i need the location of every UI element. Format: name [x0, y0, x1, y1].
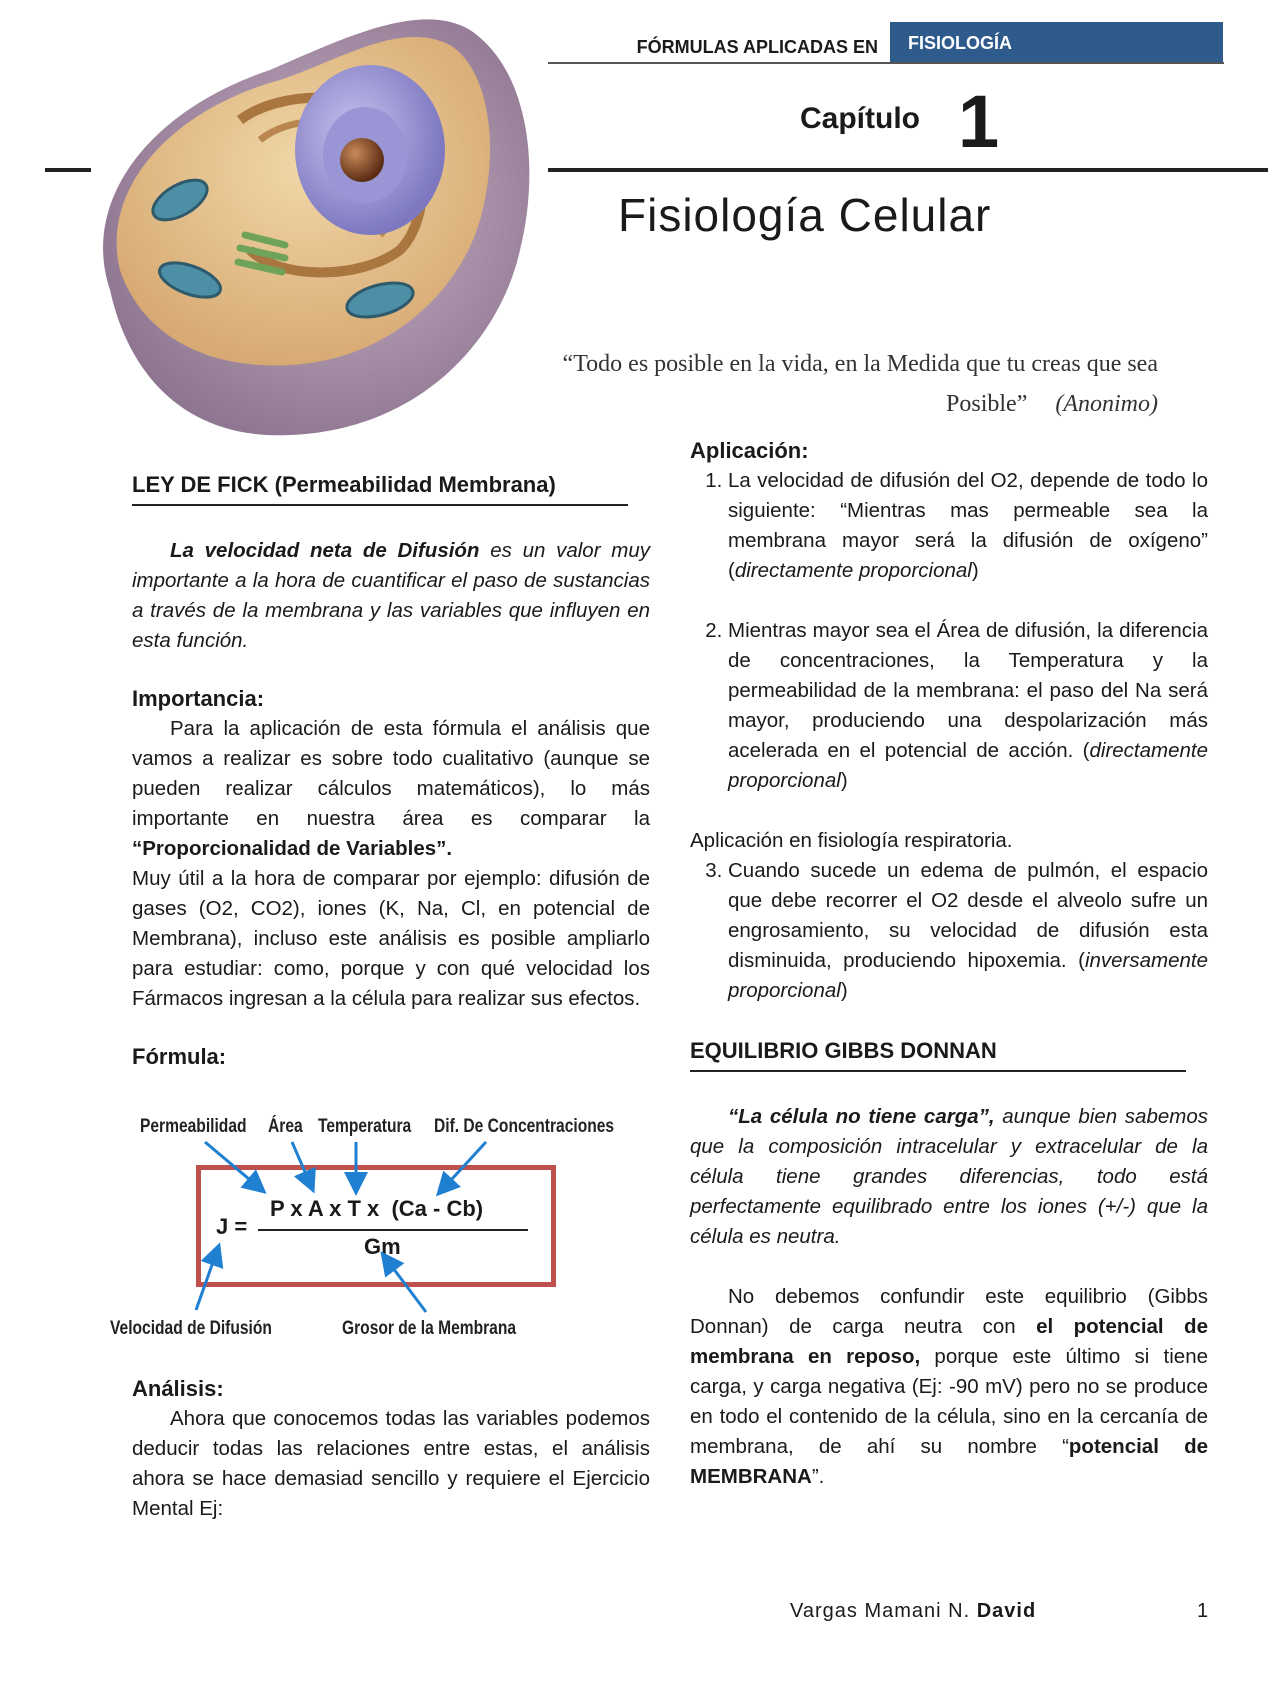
page-number: 1 — [1197, 1600, 1209, 1622]
importancia-paragraph-2: Muy útil a la hora de comparar por ejemplo: difusión de gases (O2, CO2), iones (K, Na, Cl, en potencial de Membrana), incluso este análisis es posible ampliarlo para estudiar: como, porque y con qué velocidad los Fármacos ingresan a la célula para realizar sus efectos. — [132, 867, 650, 1010]
respiratoria-title: Aplicación en fisiología respiratoria. — [690, 829, 1013, 852]
gibbs-rest: aunque bien sabemos que la composición intracelular y extracelular de la célula tiene grandes diferencias, todo está perfectamente equilibrado entre los iones (+/-) que la célula es neutra. — [690, 1105, 1208, 1248]
footer-author-name: Vargas Mamani N. — [790, 1600, 971, 1622]
importancia-text: Para la aplicación de esta fórmula el análisis que vamos a realizar es sobre todo cualitativo (aunque se pueden realizar cálculos matemáticos), lo más importante en nuestra área es comparar la — [132, 717, 650, 830]
list-item — [728, 856, 1208, 1006]
gibbs-p2-b: porque este último si tiene carga, y carga negativa (Ej: -90 mV) pero no se produce en todo el contenido de la célula, sino en la cercanía de membrana, de ahí su nombre “ — [690, 1345, 1208, 1458]
analisis-title: Análisis: — [132, 1376, 224, 1401]
importancia-title: Importancia: — [132, 686, 265, 711]
header-subject-label: FÓRMULAS APLICADAS EN — [636, 37, 878, 57]
item2-text: Mientras mayor sea el Área de difusión, la diferencia de concentraciones, la Temperatura y la permeabilidad de la membrana: el paso del Na será mayor, produciendo una despolarización más acelerada en el potencial de acción. ( — [728, 619, 1208, 762]
analisis-paragraph: Ahora que conocemos todas las variables podemos deducir todas las relaciones entre estas, el análisis ahora se hace demasiad sencillo y requiere el Ejercicio Mental Ej: — [132, 1407, 650, 1520]
gibbs-paragraph-2 — [690, 1282, 1208, 1492]
aplicacion-list — [690, 466, 1208, 796]
formula-lhs: J = — [216, 1214, 248, 1239]
arrow-grosor — [384, 1256, 426, 1312]
label-grosor: Grosor de la Membrana — [342, 1318, 517, 1339]
chapter-label: Capítulo — [800, 102, 920, 135]
importancia-bold: “Proporcionalidad de Variables”. — [132, 837, 453, 860]
label-velocidad: Velocidad de Difusión — [110, 1318, 272, 1339]
respiratoria-list — [690, 856, 1208, 1006]
gibbs-title: EQUILIBRIO GIBBS DONNAN — [690, 1036, 1186, 1072]
list-item — [728, 616, 1208, 796]
aplicacion-title: Aplicación: — [690, 438, 809, 463]
label-permeabilidad: Permeabilidad — [140, 1116, 247, 1137]
item1-text: La velocidad de difusión del O2, depende de todo lo siguiente: “Mientras mas permeable sea la membrana mayor será la difusión de oxígeno” ( — [728, 469, 1208, 582]
arrow-area — [292, 1142, 312, 1188]
gibbs-p2-a: No debemos confundir este equilibrio (Gibbs Donnan) de carga neutra con — [690, 1285, 1208, 1338]
formula-title: Fórmula: — [132, 1044, 227, 1069]
formula-numerator: P x A x T x (Ca - Cb) — [270, 1196, 484, 1221]
label-temperatura: Temperatura — [318, 1116, 412, 1137]
formula-denominator: Gm — [364, 1234, 401, 1259]
label-dif-concentraciones: Dif. De Concentraciones — [434, 1116, 615, 1137]
gibbs-paragraph — [690, 1102, 1208, 1252]
gibbs-p2-c: ”. — [811, 1465, 825, 1488]
right-column — [690, 436, 1208, 1492]
gibbs-p2-bold2: potencial de MEMBRANA — [690, 1435, 1209, 1488]
item3-italic: inversamente proporcional — [728, 949, 1208, 1002]
item2-italic: directamente proporcional — [728, 739, 1208, 792]
footer-author — [790, 1600, 1036, 1623]
fick-intro-rest: es un valor muy importante a la hora de cuantificar el paso de sustancias a través de la membrana y las variables que influyen en esta función. — [132, 539, 650, 652]
arrow-velocidad — [196, 1248, 218, 1310]
gibbs-bold: “La célula no tiene carga”, — [728, 1105, 995, 1128]
fick-intro-bold: La velocidad neta de Difusión — [170, 539, 480, 562]
item1-italic: directamente proporcional — [734, 559, 972, 582]
quote-author: (Anonimo) — [1055, 391, 1158, 417]
item3-text: Cuando sucede un edema de pulmón, el espacio que debe recorrer el O2 desde el alveolo sufre un engrosamiento, su velocidad de difusión esta disminuida, produciendo hipoxemia. ( — [728, 859, 1208, 972]
fick-title: LEY DE FICK (Permeabilidad Membrana) — [132, 470, 628, 506]
analisis-section — [132, 1374, 650, 1524]
quote-text: “Todo es posible en la vida, en la Medida que tu creas que sea Posible” — [562, 351, 1158, 417]
arrow-permeabilidad — [205, 1142, 262, 1190]
label-area: Área — [268, 1116, 303, 1137]
header-subject-badge: FISIOLOGÍA — [890, 22, 1223, 64]
item2-close: ) — [840, 769, 848, 792]
gibbs-p2-bold: el potencial de membrana en reposo, — [690, 1315, 1208, 1368]
item3-close: ) — [840, 979, 848, 1002]
item1-close: ) — [971, 559, 979, 582]
chapter-number: 1 — [958, 80, 1000, 163]
footer-author-bold: David — [976, 1600, 1037, 1622]
list-item — [728, 466, 1208, 586]
chapter-title: Fisiología Celular — [618, 189, 992, 241]
arrow-dif-concentraciones — [440, 1142, 486, 1192]
